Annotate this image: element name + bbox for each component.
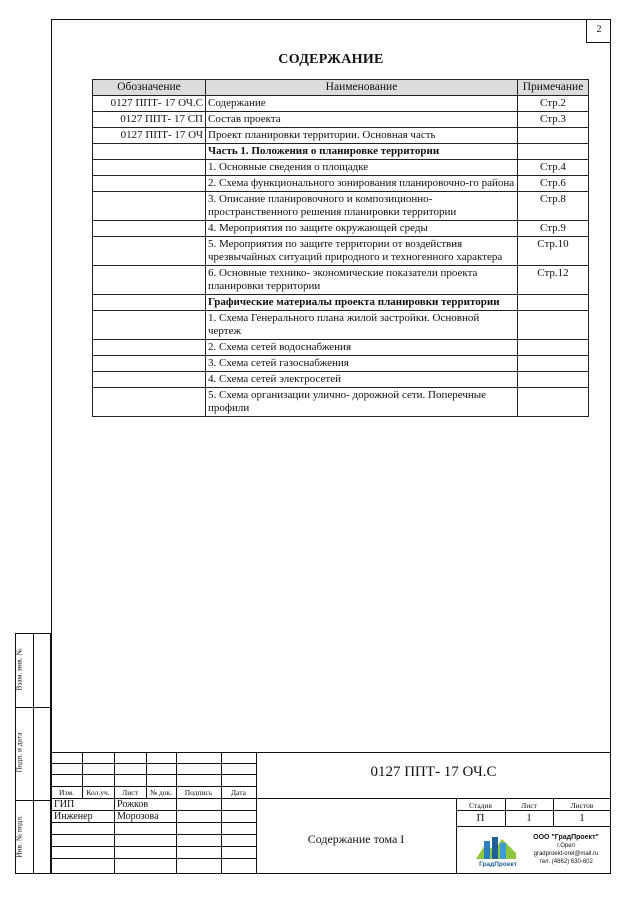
side-divider	[33, 633, 34, 874]
row-code	[93, 388, 206, 417]
table-row	[93, 295, 589, 311]
row-code	[93, 237, 206, 266]
table-row	[93, 311, 589, 340]
tb-vline	[221, 752, 222, 874]
row-note	[518, 295, 589, 311]
row-note	[518, 128, 589, 144]
row-note	[518, 311, 589, 340]
document-name: Содержание тома I	[307, 832, 405, 846]
sheet-value: 1	[526, 812, 532, 824]
role-engineer: Инженер	[54, 811, 93, 822]
table-row	[93, 372, 589, 388]
tb-line	[51, 858, 256, 859]
side-label-signdate: Подп. и дата	[14, 732, 24, 773]
sheet-label: Лист	[521, 801, 537, 810]
tb-line	[51, 834, 256, 835]
row-name: 3. Описание планировочного и композиционно-пространственного решения планировки территории	[206, 192, 518, 221]
side-label-replaced: Взам. инв. №	[14, 648, 24, 691]
tb-line	[51, 752, 611, 753]
tb-header-date: Дата	[231, 788, 246, 797]
document-code: 0127 ППТ- 17 ОЧ.С	[370, 764, 497, 780]
tb-header-doc: № док.	[149, 788, 173, 797]
table-row	[93, 112, 589, 128]
row-name: 4. Схема сетей электросетей	[206, 372, 518, 388]
row-note	[518, 388, 589, 417]
row-name: 5. Мероприятия по защите территории от воздействия чрезвычайных ситуаций природного и техногенного характера	[206, 237, 518, 266]
company-logo	[472, 833, 524, 867]
row-note: Стр.8	[518, 192, 589, 221]
table-row	[93, 388, 589, 417]
logo-text: ГрадПроект	[479, 861, 517, 867]
sheet-number: 2	[586, 19, 611, 43]
row-name: 1. Основные сведения о площадке	[206, 160, 518, 176]
row-code	[93, 221, 206, 237]
role-gip: ГИП	[54, 799, 75, 810]
row-note	[518, 356, 589, 372]
row-note: Стр.12	[518, 266, 589, 295]
tb-line	[456, 826, 611, 827]
row-name: 5. Схема организации улично- дорожной сети. Поперечные профили	[206, 388, 518, 417]
tb-line	[51, 846, 256, 847]
row-code	[93, 160, 206, 176]
tb-header-kol: Кол.уч.	[86, 788, 110, 797]
row-name: 4. Мероприятия по защите окружающей среды	[206, 221, 518, 237]
table-row	[93, 340, 589, 356]
row-note: Стр.6	[518, 176, 589, 192]
row-note: Стр.10	[518, 237, 589, 266]
table-row	[93, 160, 589, 176]
row-name: Проект планировки территории. Основная часть	[206, 128, 518, 144]
row-note: Стр.2	[518, 96, 589, 112]
tb-vline	[114, 752, 115, 874]
row-note: Стр.4	[518, 160, 589, 176]
logo-building	[500, 843, 506, 859]
row-code	[93, 340, 206, 356]
row-code	[93, 372, 206, 388]
logo-building	[492, 837, 498, 859]
stage-label: Стадия	[469, 801, 492, 810]
row-name: 1. Схема Генерального плана жилой застройки. Основной чертеж	[206, 311, 518, 340]
contents-table	[92, 79, 589, 417]
header-note: Примечание	[518, 80, 589, 96]
company-phone: тел. (4862) 630-602	[539, 859, 593, 865]
table-row	[93, 221, 589, 237]
row-code: 0127 ППТ- 17 ОЧ	[93, 128, 206, 144]
tb-header-list: Лист	[122, 788, 138, 797]
tb-header-izm: Изм.	[59, 788, 74, 797]
row-note: Стр.9	[518, 221, 589, 237]
row-note	[518, 144, 589, 160]
row-name: Содержание	[206, 96, 518, 112]
table-row	[93, 192, 589, 221]
tb-vline	[176, 752, 177, 874]
row-code	[93, 266, 206, 295]
row-name: 2. Схема сетей водоснабжения	[206, 340, 518, 356]
row-code	[93, 144, 206, 160]
sheets-label: Листов	[570, 801, 594, 810]
stage-value: П	[476, 812, 485, 824]
tb-line	[51, 822, 256, 823]
row-code	[93, 192, 206, 221]
side-line	[15, 707, 51, 708]
row-name: Графические материалы проекта планировки территории	[206, 295, 518, 311]
row-code: 0127 ППТ- 17 СП	[93, 112, 206, 128]
contents-body	[93, 96, 589, 417]
company-name: ООО "ГрадПроект"	[533, 834, 599, 841]
row-name: 2. Схема функционального зонирования планировочно-го района	[206, 176, 518, 192]
table-row	[93, 144, 589, 160]
name-gip: Рожков	[117, 799, 149, 810]
row-name: 3. Схема сетей газоснабжения	[206, 356, 518, 372]
table-row	[93, 96, 589, 112]
row-note	[518, 372, 589, 388]
company-info	[520, 834, 612, 866]
page-title: СОДЕРЖАНИЕ	[278, 52, 384, 67]
row-code	[93, 295, 206, 311]
side-label-inv: Инв. № подл.	[14, 815, 24, 858]
row-code: 0127 ППТ- 17 ОЧ.С	[93, 96, 206, 112]
company-city: г.Орел	[557, 843, 575, 849]
company-email: gradproekt-orel@mail.ru	[533, 851, 599, 857]
tb-line	[456, 810, 611, 811]
row-code	[93, 176, 206, 192]
name-engineer: Морозова	[117, 811, 159, 822]
table-row	[93, 237, 589, 266]
table-row	[93, 266, 589, 295]
side-line	[15, 800, 51, 801]
table-header-row	[93, 80, 589, 96]
row-name: 6. Основные технико- экономические показатели проекта планировки территории	[206, 266, 518, 295]
row-code	[93, 311, 206, 340]
tb-header-sign: Подпись	[184, 788, 213, 797]
table-row	[93, 356, 589, 372]
table-row	[93, 128, 589, 144]
logo-building	[484, 841, 490, 859]
table-row	[93, 176, 589, 192]
sheets-value: 1	[579, 812, 585, 824]
header-name: Наименование	[206, 80, 518, 96]
header-designation: Обозначение	[93, 80, 206, 96]
row-note	[518, 340, 589, 356]
row-code	[93, 356, 206, 372]
row-name: Состав проекта	[206, 112, 518, 128]
row-name: Часть 1. Положения о планировке территории	[206, 144, 518, 160]
row-note: Стр.3	[518, 112, 589, 128]
